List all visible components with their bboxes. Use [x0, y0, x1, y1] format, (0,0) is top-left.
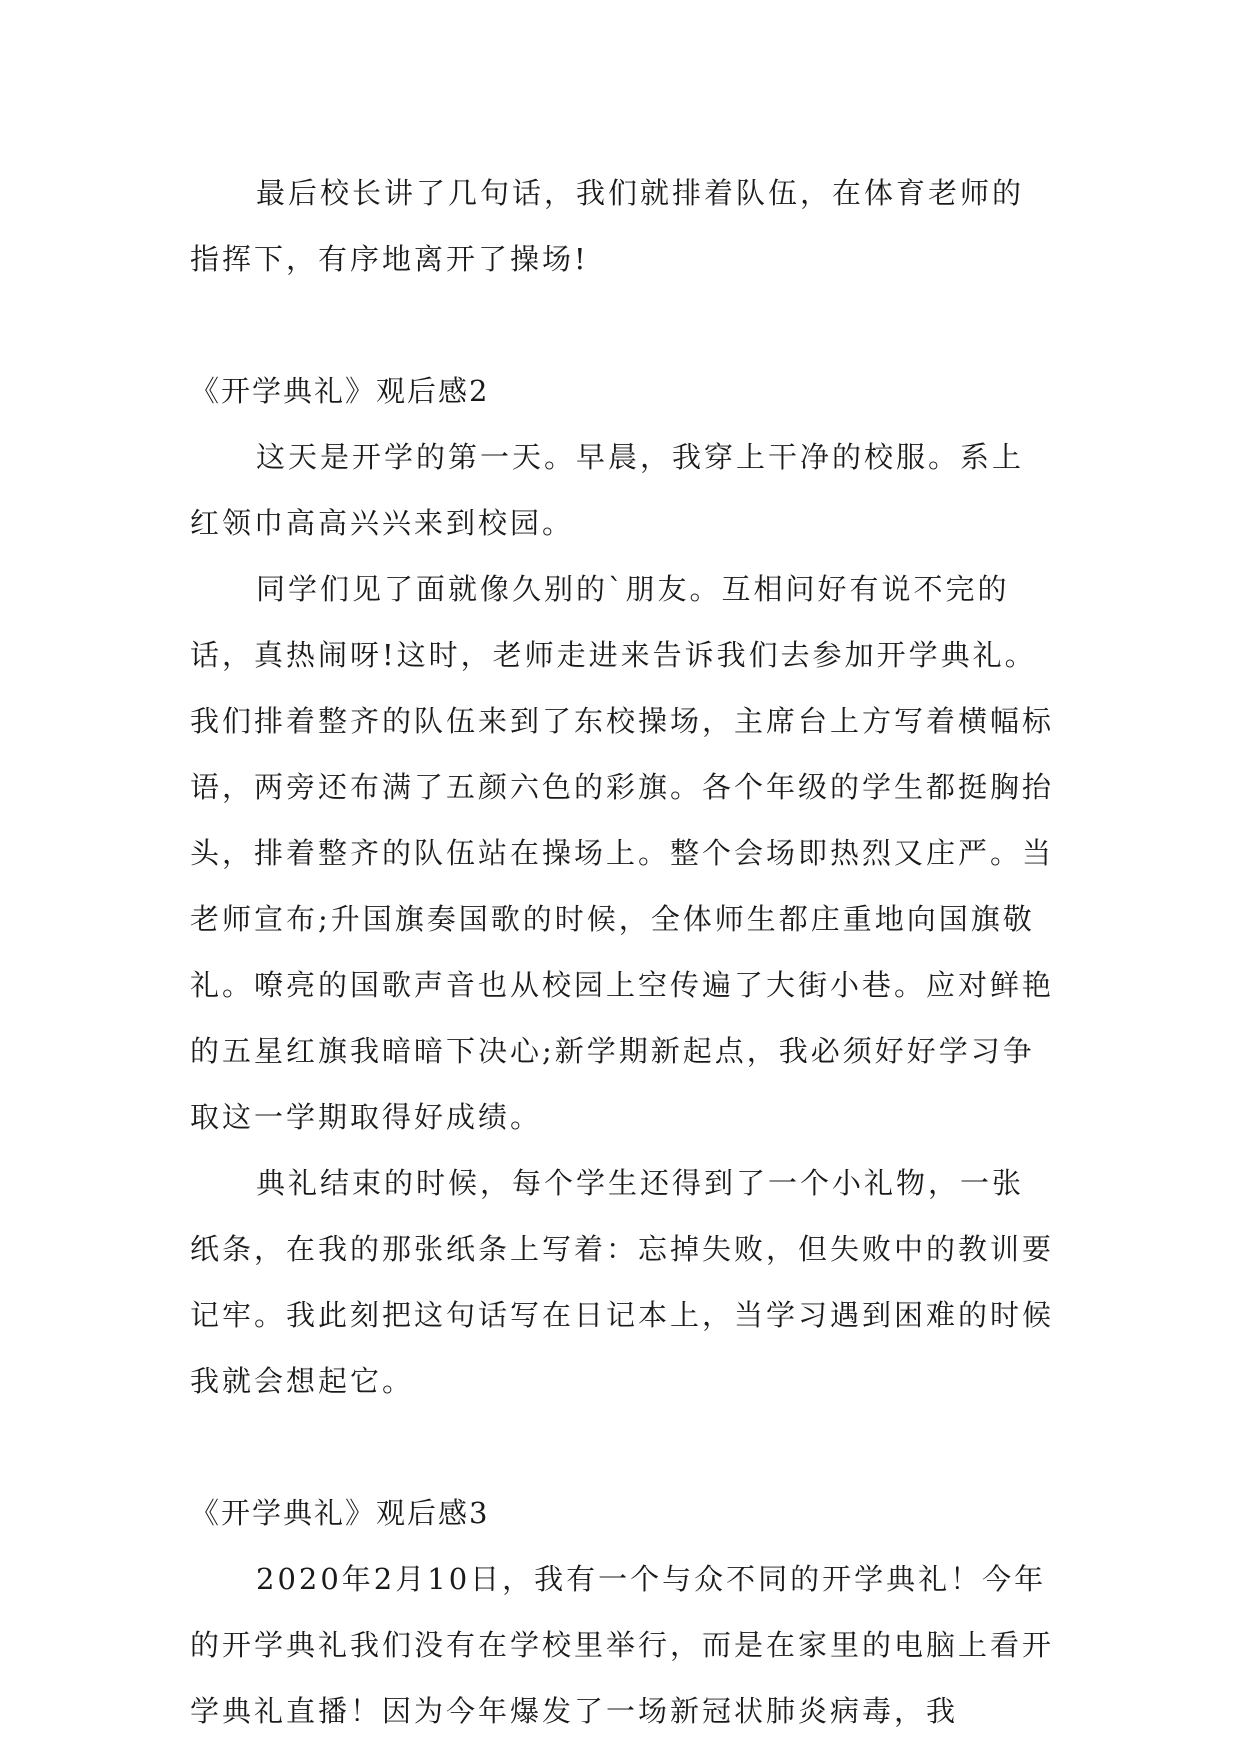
- paragraph: 2020年2月10日，我有一个与众不同的开学典礼！今年的开学典礼我们没有在学校里举行，而是在家里的电脑上看开学典礼直播！因为今年爆发了一场新冠状肺炎病毒，我: [190, 1562, 1055, 1728]
- paragraph: 典礼结束的时候，每个学生还得到了一个小礼物，一张纸条，在我的那张纸条上写着：忘掉失败，但失败中的教训要记牢。我此刻把这句话写在日记本上，当学习遇到困难的时候我就会想起它。: [190, 1166, 1055, 1398]
- paragraph: 同学们见了面就像久别的`朋友。互相问好有说不完的话，真热闹呀!这时，老师走进来告诉我们去参加开学典礼。我们排着整齐的队伍来到了东校操场，主席台上方写着横幅标语，两旁还布满了五颜六色的彩旗。各个年级的学生都挺胸抬头，排着整齐的队伍站在操场上。整个会场即热烈又庄严。当老师宣布;升国旗奏国歌的时候，全体师生都庄重地向国旗敬礼。嘹亮的国歌声音也从校园上空传遍了大街小巷。应对鲜艳的五星红旗我暗暗下决心;新学期新起点，我必须好好学习争取这一学期取得好成绩。: [190, 572, 1055, 1134]
- section-heading: 《开学典礼》观后感3: [190, 1496, 490, 1530]
- document-body: [190, 160, 1055, 1744]
- section-spacer: [190, 1414, 1055, 1480]
- section-spacer: [190, 292, 1055, 358]
- paragraph: 最后校长讲了几句话，我们就排着队伍，在体育老师的指挥下，有序地离开了操场!: [190, 176, 1025, 276]
- paragraph: 这天是开学的第一天。早晨，我穿上干净的校服。系上红领巾高高兴兴来到校园。: [190, 440, 1025, 540]
- section-heading: 《开学典礼》观后感2: [190, 374, 490, 408]
